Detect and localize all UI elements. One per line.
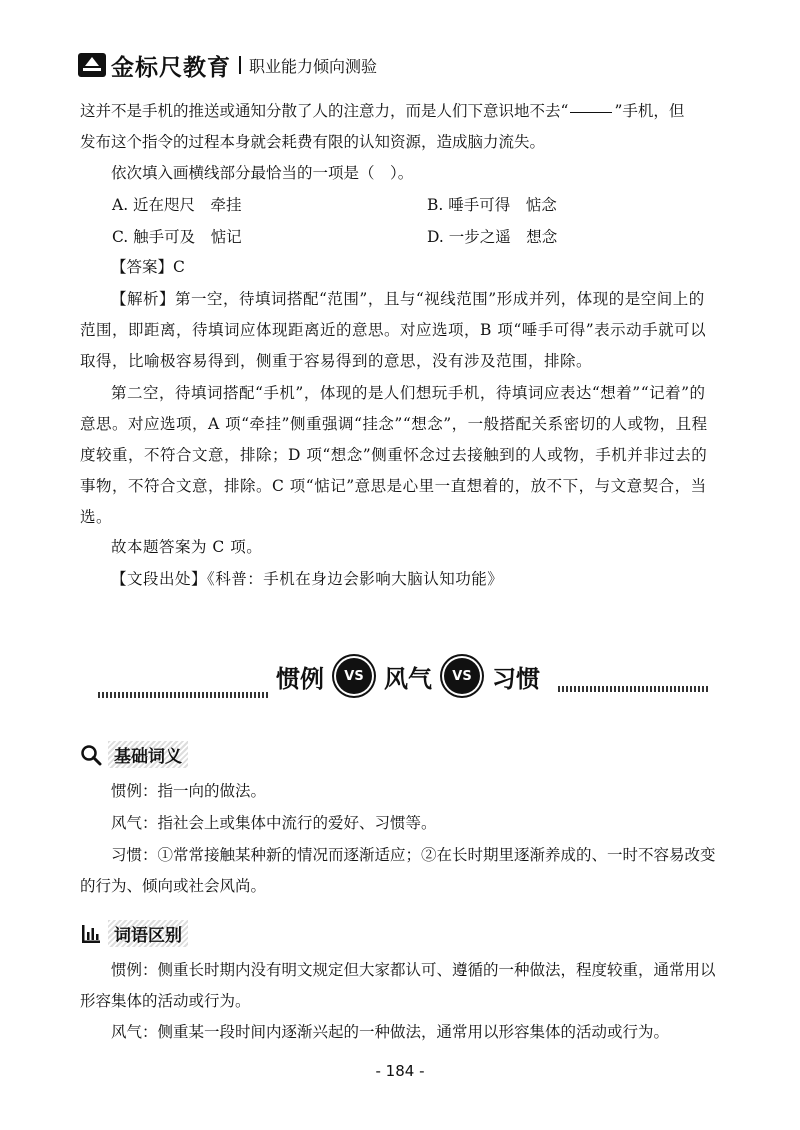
section-title: 词语区别 xyxy=(108,920,188,947)
question-prompt: 依次填入画横线部分最恰当的一项是（ ）。 xyxy=(111,164,414,182)
fill-blank xyxy=(570,111,612,113)
comparison-banner xyxy=(98,650,708,710)
section-word-difference xyxy=(80,920,188,947)
definition-xiguan: 习惯：①常常接触某种新的情况而逐渐适应；②在长时期里逐渐养成的、一时不容易改变的行为、倾向或社会风尚。 xyxy=(80,846,716,895)
difference-guanli: 惯例：侧重长时期内没有明文规定但大家都认可、遵循的一种做法，程度较重，通常用以形容集体的活动或行为。 xyxy=(80,961,716,1010)
analysis-first-blank: 【解析】第一空，待填词搭配“范围”，且与“视线范围”形成并列，体现的是空间上的范围，即距离，待填词应体现距离近的意思。对应选项，B 项“唾手可得”表示动手就可以取得，比喻极容易得到，侧重于容易得到的意思，没有涉及范围，排除。 xyxy=(80,290,707,370)
answer-conclusion: 故本题答案为 C 项。 xyxy=(111,538,263,556)
page-number: - 184 - xyxy=(375,1062,425,1080)
text-source: 【文段出处】《科普：手机在身边会影响大脑认知功能》 xyxy=(111,570,504,588)
brand-name: 金标尺教育 xyxy=(111,54,231,81)
header-divider xyxy=(239,56,241,74)
definition-fengqi: 风气：指社会上或集体中流行的爱好、习惯等。 xyxy=(111,814,437,832)
magnifier-icon xyxy=(80,744,102,766)
banner-word-1: 惯例 xyxy=(276,663,324,693)
banner-word-2: 风气 xyxy=(384,663,432,693)
question-text-line2: 发布这个指令的过程本身就会耗费有限的认知资源，造成脑力流失。 xyxy=(80,133,546,151)
banner-hatch-left xyxy=(98,692,268,698)
banner-word-3: 习惯 xyxy=(492,663,540,693)
difference-fengqi: 风气：侧重某一段时间内逐渐兴起的一种做法，通常用以形容集体的活动或行为。 xyxy=(111,1023,670,1041)
definition-guanli: 惯例：指一向的做法。 xyxy=(111,782,267,800)
question-text-part1: 这并不是手机的推送或通知分散了人的注意力，而是人们下意识地不去“ xyxy=(80,102,569,120)
page-header xyxy=(78,50,377,80)
answer-label: 【答案】C xyxy=(111,258,185,276)
vs-badge-2: VS xyxy=(444,658,480,694)
book-subtitle: 职业能力倾向测验 xyxy=(249,56,378,76)
section-title: 基础词义 xyxy=(108,741,188,768)
option-c: C. 触手可及 惦记 xyxy=(112,228,242,246)
banner-hatch-right xyxy=(558,686,708,692)
option-d: D. 一步之遥 想念 xyxy=(427,228,558,246)
option-a: A. 近在咫尺 牵挂 xyxy=(112,196,242,214)
question-text-part2: ”手机，但 xyxy=(614,102,685,120)
bar-chart-icon xyxy=(80,923,102,945)
section-basic-meaning xyxy=(80,741,188,768)
vs-badge-1: VS xyxy=(336,658,372,694)
question-stem xyxy=(80,96,720,158)
analysis-second-blank: 第二空，待填词搭配“手机”，体现的是人们想玩手机，待填词应表达“想着”“记着”的意思。对应选项，A 项“牵挂”侧重强调“挂念”“想念”，一般搭配关系密切的人或物，且程度较重，不符合文意，排除；D 项“想念”侧重怀念过去接触到的人或物，手机并非过去的事物，不符合文意，排除。C 项“惦记”意思是心里一直想着的，放不下，与文意契合，当选。 xyxy=(80,384,708,526)
banner-words xyxy=(248,658,568,694)
brand-logo-icon xyxy=(78,53,106,77)
option-b: B. 唾手可得 惦念 xyxy=(427,196,557,214)
